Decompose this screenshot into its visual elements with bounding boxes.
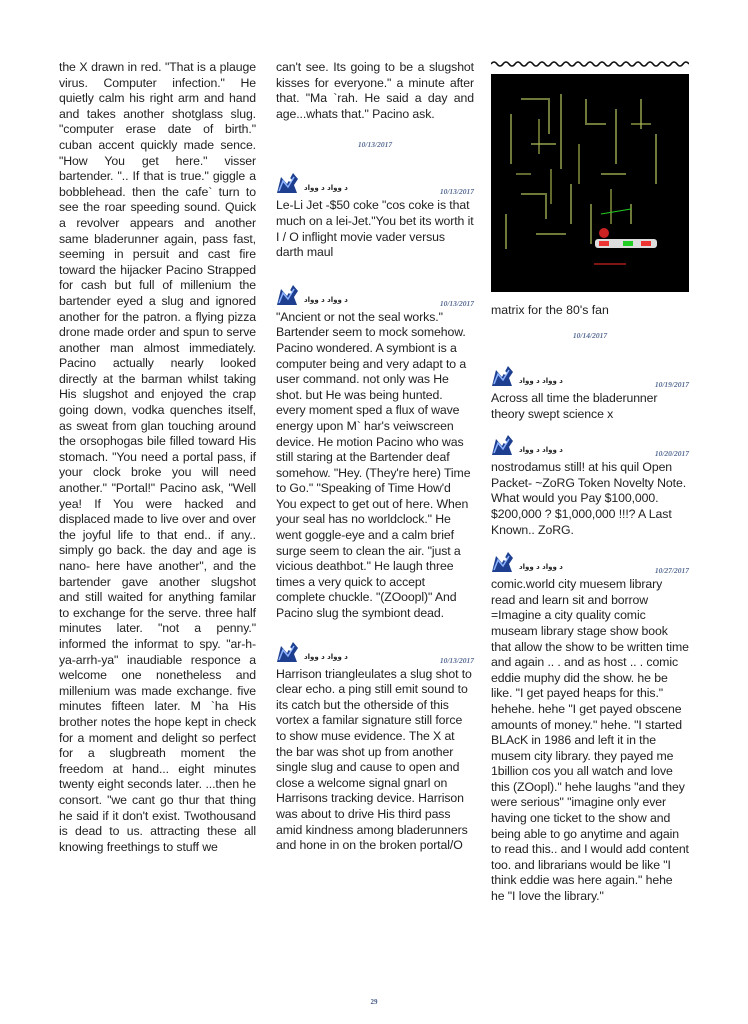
post-date: 10/20/2017 xyxy=(654,449,689,459)
story-text-col2-intro: can't see. Its going to be a slugshot kisses for everyone." a minute after that. "Ma `rah. He said a day and age...whats that." Pacino ask. xyxy=(276,60,474,121)
bird-logo-icon[interactable] xyxy=(276,640,299,663)
post-4 xyxy=(491,364,689,422)
post-text: Harrison triangleulates a slug shot to clear echo. a ping still emit sound to its catch but the otherside of this vortex a familar signature still force to show muse evidence. The X at the bar was shot up from another single slug and cause to open and close a welcome signal gnarl on Harrisons tracking device. Harrison was about to drive His third pass amid kindness among bladerunners and hone in on the broken portal/O xyxy=(276,666,472,853)
post-2 xyxy=(276,283,474,622)
story-text-col1: the X drawn in red. "That is a plauge virus. Computer infection." He quietly calm his right arm and hand and takes another shotglass slug. "computer erase date of birth." cuban accent quickly made sence. "How You get here." visser bartender. ".. If that is true." giggle a bobblehead. then the cafe` turn to see the roar speeding sound. Quick a revolver appears and another same bladerunner again, pass fast, seeming in persuit and cast fire toward the hijacker Pacino Strapped for cash but full of millenium the bartender eyed a slug and ignored another for the patron. a flying pizza drone made order and spun to serve another man almost immediately. Pacino actually nearly looked directly at the barman whilst taking His slugshot and enjoyed the crap going down, vodka quenches itself, as sweat from glan touching around the orsophogas bile filled toward His stomach. "You need a portal pass, if your clock broke you will need another." "Portal!" Pacino ask, "Well yea! If You were hacked and displaced made to live over and over the joyful life to that end.. if any.. simply go back. the day and age is nano- here have another", and the bartender gave another slugshot and still waited for anything familar to exchange for the serve. three half minutes later. "not a penny." informed the informat to spy. "ar-h-ya-arrh-ya" inaudiable responce a welcome one nonetheless and millenium was made exchange. five minutes fifteen later. M `ha His brother notes the hope kept in check for a moment and delight so perfect for a slugbreath moment the freedom at hand... eight minutes twenty eight seconds later. ...then he consort. "we cant go thur that thing he said if it don't exist. Twothousand is dead to us. attracting these all knowing freethings to stuff we xyxy=(59,60,256,854)
post-date: 10/27/2017 xyxy=(654,566,689,576)
post-date: 10/13/2017 xyxy=(439,187,474,197)
author-handle[interactable]: ﺩ ﻭﻭﺍﺩ ﺩ ﻭﻭﺍﺩ xyxy=(519,563,563,572)
post-text: Le-Li Jet -$50 coke "cos coke is that much on a lei-Jet."You bet its worth it I / O inflight movie vader versus darth maul xyxy=(276,198,474,260)
matrix-banner-image[interactable] xyxy=(491,74,689,292)
post-text: Across all time the bladerunner theory swept science x xyxy=(491,391,658,421)
post-text: comic.world city muesem library read and learn sit and borrow =Imagine a city quality comic museam library stage show book that allow the show to be written time and again .. . and as host .. . comic eddie muphy did the show. he be like. "I get payed heaps for this." hehehe. hehe "I get payed obscene amounts of money." hehe. "I started BLAcK in 1986 and left it in the musem city library. they payed me 1billion cos you all watch and love this (ZOopl)." hehe laughs "and they were serious" "imagine only ever having one ticket to the show and being able to go anytime and again to read this.. and I would add content too. and librarians would be like "I think eddie was here again." hehe he "I love the library." xyxy=(491,577,689,904)
bird-logo-icon[interactable] xyxy=(276,171,299,194)
post-header xyxy=(491,364,689,391)
post-header xyxy=(491,550,689,577)
post-date: 10/13/2017 xyxy=(439,655,474,665)
image-caption: matrix for the 80's fan xyxy=(491,303,609,317)
post-header xyxy=(491,433,689,460)
bird-logo-icon[interactable] xyxy=(491,550,514,573)
post-header xyxy=(276,171,474,198)
post-date: 10/13/2017 xyxy=(439,298,474,308)
column-1 xyxy=(59,60,256,855)
post-header xyxy=(276,283,474,310)
author-handle[interactable]: ﺩ ﻭﻭﺍﺩ ﺩ ﻭﻭﺍﺩ xyxy=(304,184,348,193)
author-handle[interactable]: ﺩ ﻭﻭﺍﺩ ﺩ ﻭﻭﺍﺩ xyxy=(304,652,348,661)
post-date: 10/14/2017 xyxy=(572,331,608,340)
post-text: "Ancient or not the seal works." Bartender seem to mock somehow. Pacino wondered. A symbiont is a computer being and very adapt to a user command. not only was He shot. but He was being hunted. every moment sped a flux of wave energy upon M` har's veiwscreen device. He motion Pacino who was still staring at the Bartender deaf somehow. "Hey. (They're here) Time to Go." "Speaking of Time How'd You expect to get out of here. When your seal has no worldclock." He went goggle-eye and a calm brief surge seem to clean the air. "just a vicious deathbot." He laugh three times a very quick to accept complete chuckle. "(ZOoopl)" And Pacino slug the symbiont dead. xyxy=(276,309,471,621)
post-5 xyxy=(491,433,689,538)
column-2 xyxy=(276,60,474,854)
post-3 xyxy=(276,640,474,854)
page-number: 29 xyxy=(370,998,378,1006)
column-3 xyxy=(491,60,689,905)
author-handle[interactable]: ﺩ ﻭﻭﺍﺩ ﺩ ﻭﻭﺍﺩ xyxy=(519,446,563,455)
bird-logo-icon[interactable] xyxy=(491,433,514,456)
post-1 xyxy=(276,171,474,260)
post-date: 10/19/2017 xyxy=(654,380,689,389)
post-6 xyxy=(491,550,689,904)
post-date: 10/13/2017 xyxy=(357,140,393,150)
author-handle[interactable]: ﺩ ﻭﻭﺍﺩ ﺩ ﻭﻭﺍﺩ xyxy=(519,377,563,385)
post-header xyxy=(276,640,474,667)
post-text: nostrodamus still! at his quil Open Packet- ~ZoRG Token Novelty Note. What would you Pay $100,000. $200,000 ? $1,000,000 !!!? A Last Known.. ZoRG. xyxy=(491,460,687,537)
bird-logo-icon[interactable] xyxy=(491,364,514,387)
author-handle[interactable]: ﺩ ﻭﻭﺍﺩ ﺩ ﻭﻭﺍﺩ xyxy=(304,295,348,304)
wavy-divider-icon xyxy=(491,60,689,68)
bird-logo-icon[interactable] xyxy=(276,283,299,306)
